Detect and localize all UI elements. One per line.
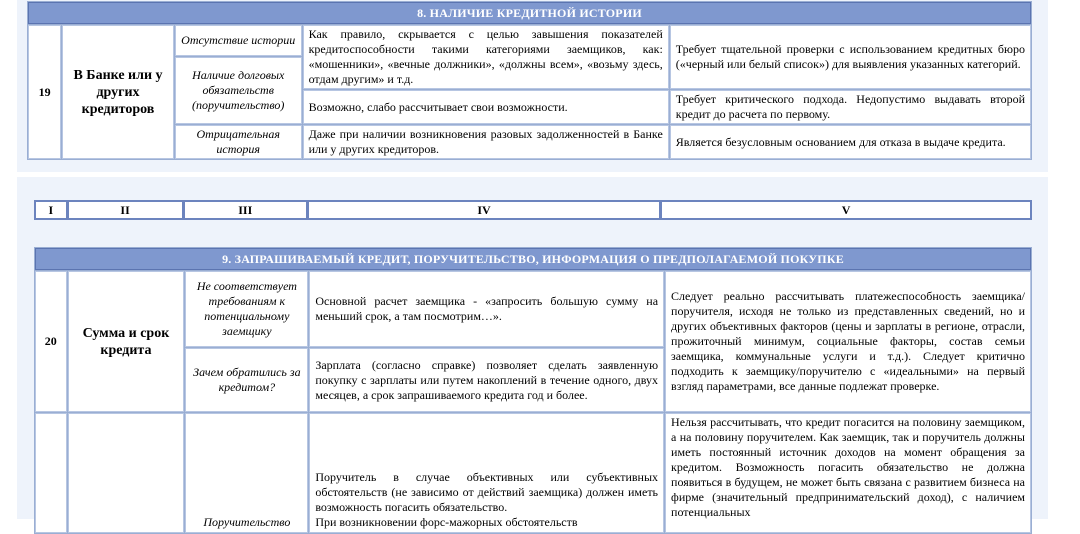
- section-9-header: 9. ЗАПРАШИВАЕМЫЙ КРЕДИТ, ПОРУЧИТЕЛЬСТВО, ИНФОРМАЦИЯ О ПРЕДПОЛАГАЕМОЙ ПОКУПКЕ: [35, 248, 1031, 270]
- empty-cell: [68, 413, 185, 533]
- description-cell: Возможно, слабо рассчитывает свои возможности.: [303, 90, 669, 124]
- description-paragraph: При возникновении форс-мажорных обстоятельств: [315, 515, 578, 529]
- description-cell: Даже при наличии возникновения разовых задолженностей в Банке или у других кредиторов.: [303, 125, 669, 159]
- recommendation-cell: Нельзя рассчитывать, что кредит погасится на половину заемщиком, а на половину поручителем. Как заемщик, так и поручитель должны иметь постоянный источник доходов на момент обращения за кредитом. Возможность погасить обязательство не должна появиться в будущем, не может быть связана с развитием бизнеса на фирме (значительный предпринимательский доход), с наличием потенциальных: [665, 413, 1031, 533]
- recommendation-cell: Требует критического подхода. Недопустимо выдавать второй кредит до расчета по первому.: [670, 90, 1031, 124]
- criterion-cell: Не соответствует требованиям к потенциальному заемщику: [185, 271, 308, 347]
- requested-credit-table: [34, 247, 1032, 534]
- section-8-header: 8. НАЛИЧИЕ КРЕДИТНОЙ ИСТОРИИ: [28, 2, 1031, 24]
- recommendation-cell: Следует реально рассчитывать платежеспособность заемщика/поручителя, исходя не только из представленных сведений, но и других объективных факторов (цены и зарплаты в регионе, отрасли, прожиточный минимум, социальные факторы, состав семьи заемщика, коммунальные услуги и т.д.). Следует критично подходить к заемщику/поручителю с «идеальными» на первый взгляд параметрами, все данные подлежат проверке.: [665, 271, 1031, 412]
- criterion-cell: Отрицательная история: [175, 125, 302, 159]
- criterion-cell: Поручительство: [185, 413, 308, 533]
- description-cell: [309, 413, 664, 533]
- column-number: III: [184, 201, 307, 219]
- criterion-cell: Зачем обратились за кредитом?: [185, 348, 308, 412]
- description-cell: Как правило, скрывается с целью завышения показателей кредитоспособности такими категориями заемщиков, как: «мошенники», «вечные должники», «должны всем», «возьму здесь, отдам другим» и т.д.: [303, 25, 669, 89]
- criterion-cell: Отсутствие истории: [175, 25, 302, 56]
- credit-history-table: [27, 1, 1032, 160]
- row-number: 20: [35, 271, 67, 412]
- recommendation-cell: Требует тщательной проверки с использованием кредитных бюро («черный или белый список») для выявления указанных категорий.: [670, 25, 1031, 89]
- row-title: Сумма и срок кредита: [68, 271, 185, 412]
- empty-cell: [35, 413, 67, 533]
- description-cell: Основной расчет заемщика - «запросить большую сумму на меньший срок, а там посмотрим…».: [309, 271, 664, 347]
- column-numbers-row: [34, 200, 1032, 220]
- row-title: В Банке или у других кредиторов: [62, 25, 174, 159]
- criterion-cell: Наличие долговых обязательств (поручительство): [175, 57, 302, 124]
- recommendation-cell: Является безусловным основанием для отказа в выдаче кредита.: [670, 125, 1031, 159]
- column-number: V: [661, 201, 1031, 219]
- description-paragraph: Поручитель в случае объективных или субъективных обстоятельств (не зависимо от действий заемщика) должен иметь возможность погасить обязательство.: [315, 470, 659, 514]
- column-number: II: [68, 201, 183, 219]
- row-number: 19: [28, 25, 61, 159]
- column-number: I: [35, 201, 67, 219]
- description-cell: Зарплата (согласно справке) позволяет сделать заявленную покупку с зарплаты или путем накоплений в течение одного, двух месяцев, а срок запрашиваемого кредита год и более.: [309, 348, 664, 412]
- column-number: IV: [308, 201, 660, 219]
